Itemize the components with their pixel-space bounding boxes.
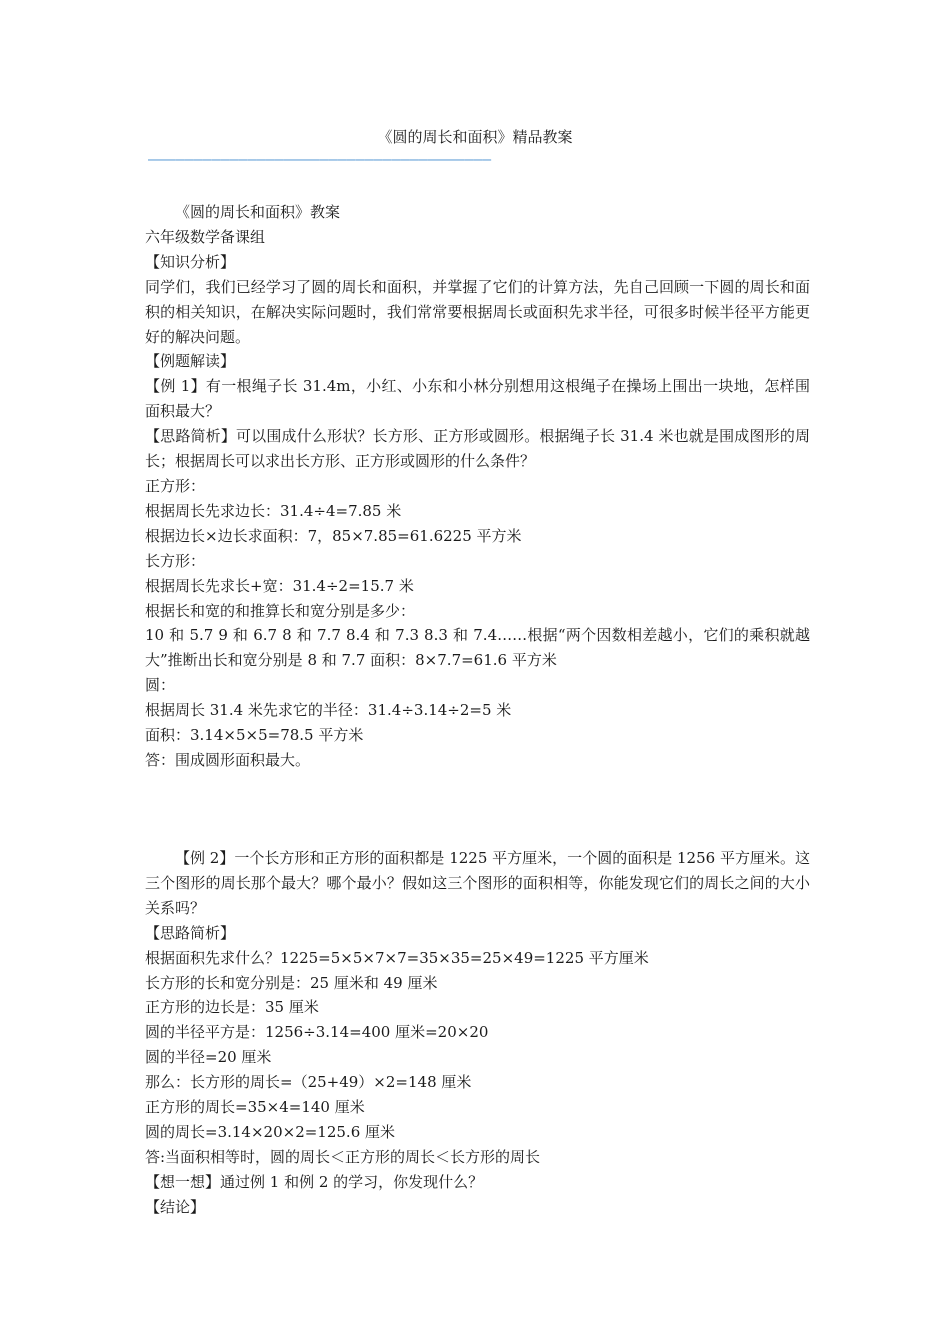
square-heading: 正方形： [145,476,206,495]
circle-step-1: 根据周长 31.4 米先求它的半径：31.4÷3.14÷2=5 米 [145,701,512,720]
knowledge-heading: 【知识分析】 [145,252,236,271]
think-prompt [145,1170,810,1195]
circle-step-2: 面积：3.14×5×5=78.5 平方米 [145,726,364,745]
rectangle-heading: 长方形： [145,551,206,570]
analysis-label: 【思路简析】 [145,427,237,446]
example-2-answer: 答:当面积相等时，圆的周长＜正方形的周长＜长方形的周长 [145,1147,541,1166]
document-title: 《圆的周长和面积》精品教案 [377,128,573,146]
title-divider: —————————————————————————————————————— [148,150,492,168]
knowledge-paragraph: 同学们，我们已经学习了圆的周长和面积，并掌握了它们的计算方法，先自己回顾一下圆的周长和面积的相关知识，在解决实际问题时，我们常常要根据周长或面积先求半径，可很多时候半径平方能更好的解决问题。 [145,277,810,346]
example-1-analysis [145,424,810,474]
example-2-line-6: 那么：长方形的周长=（25+49）×2=148 厘米 [145,1073,472,1092]
example-2-line-2: 长方形的长和宽分别是：25 厘米和 49 厘米 [145,973,438,992]
example-2-line-5: 圆的半径=20 厘米 [145,1048,272,1067]
example-2-line-4: 圆的半径平方是：1256÷3.14=400 厘米=20×20 [145,1023,489,1042]
example-2-analysis-heading: 【思路简析】 [145,923,236,942]
example-2-text: 一个长方形和正方形的面积都是 1225 平方厘米，一个圆的面积是 1256 平方厘米。这三个图形的周长那个最大？哪个最小？假如这三个图形的面积相等，你能发现它们的周长之间的大小关系吗？ [145,849,810,917]
think-label: 【想一想】 [145,1172,221,1191]
rectangle-step-1: 根据周长先求长+宽：31.4÷2=15.7 米 [145,576,414,595]
example-2-line-3: 正方形的边长是：35 厘米 [145,998,319,1017]
example-2-line-1: 根据面积先求什么？1225=5×5×7×7=35×35=25×49=1225 平方厘米 [145,948,649,967]
example-2-line-8: 圆的周长=3.14×20×2=125.6 厘米 [145,1122,396,1141]
circle-heading: 圆： [145,676,176,695]
example-1-label: 【例 1】 [145,377,206,396]
rectangle-step-2: 根据长和宽的和推算长和宽分别是多少： [145,601,416,620]
square-step-1: 根据周长先求边长：31.4÷4=7.85 米 [145,501,402,520]
think-text: 通过例 1 和例 2 的学习，你发现什么？ [220,1172,484,1191]
example-1-answer: 答：围成圆形面积最大。 [145,750,311,769]
square-step-2: 根据边长×边长求面积：7，85×7.85=61.6225 平方米 [145,526,522,545]
lesson-subtitle: 《圆的周长和面积》教案 [175,203,341,221]
rectangle-step-3: 10 和 5.7 9 和 6.7 8 和 7.7 8.4 和 7.3 8.3 和 7.4……根据“两个因数相差越小，它们的乘积就越大”推断出长和宽分别是 8 和 7.7 面积：8×7.7=61.6 平方米 [145,626,810,670]
example-1-text: 有一根绳子长 31.4m，小红、小东和小林分别想用这根绳子在操场上围出一块地，怎样围面积最大？ [145,377,811,421]
example-2-label: 【例 2】 [175,849,235,867]
conclusion-heading: 【结论】 [145,1197,206,1216]
examples-heading: 【例题解读】 [145,352,236,371]
lesson-group: 六年级数学备课组 [145,227,266,246]
section-example-1 [145,200,810,773]
section-example-2 [145,846,810,1220]
analysis-text: 可以围成什么形状？长方形、正方形或圆形。根据绳子长 31.4 米也就是围成图形的周长；根据周长可以求出长方形、正方形或圆形的什么条件？ [145,427,810,471]
example-1-question [145,374,810,424]
example-2-question [145,846,810,921]
example-2-line-7: 正方形的周长=35×4=140 厘米 [145,1098,365,1117]
